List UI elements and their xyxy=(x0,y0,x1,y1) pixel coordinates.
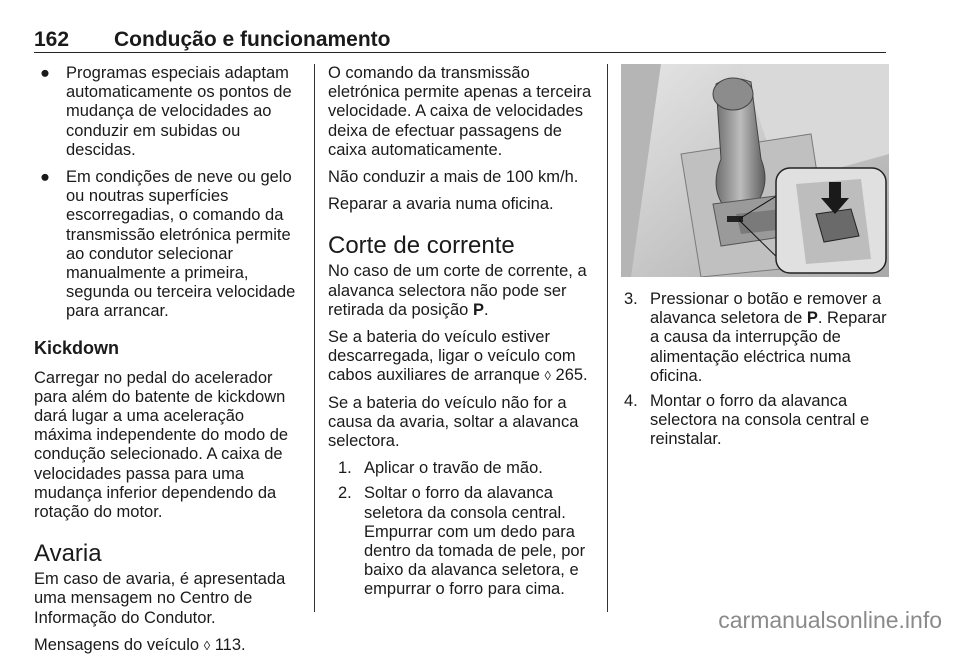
step-text-cont: . Reparar a causa da interrupção de alimentação eléctrica numa oficina. xyxy=(650,309,887,385)
list-item xyxy=(338,459,596,478)
bullet-item xyxy=(34,168,300,322)
messages-reference xyxy=(34,636,300,655)
corte-text-end: . xyxy=(483,300,489,319)
column-divider-left xyxy=(314,64,315,612)
list-item xyxy=(338,484,596,599)
corte-paragraph xyxy=(328,262,596,320)
bullet-dot: ● xyxy=(40,168,50,187)
reference-page[interactable]: 113. xyxy=(214,635,246,654)
corte-text: No caso de um corte de corrente, a alavanca selectora não pode ser retirada da posição xyxy=(328,262,587,319)
gear-selector-illustration xyxy=(621,64,889,277)
watermark: carmanualsonline.info xyxy=(718,607,942,633)
steps-list xyxy=(338,459,596,599)
step-text: Aplicar o travão de mão. xyxy=(364,459,543,478)
list-item xyxy=(624,290,890,386)
step-number: 2. xyxy=(338,484,352,503)
gear-p-label: P xyxy=(472,300,484,319)
bateria-text: Se a bateria do veículo estiver descarregada, ligar o veículo com cabos auxiliares de arranque xyxy=(328,328,576,385)
paragraph: Reparar a avaria numa oficina. xyxy=(328,195,554,214)
step-text: Pressionar o botão e remover a alavanca seletora de xyxy=(650,290,882,328)
list-item xyxy=(624,392,890,450)
bullet-dot: ● xyxy=(40,64,50,82)
avaria-paragraph: Em caso de avaria, é apresentada uma mensagem no Centro de Informação do Condutor. xyxy=(34,570,286,627)
bullet-text: Programas especiais adaptam automaticamente os pontos de mudança de velocidades ao conduzir em subidas ou descidas. xyxy=(66,64,292,159)
section-title: Condução e funcionamento xyxy=(114,28,391,51)
column-3 xyxy=(624,290,890,456)
step-number: 3. xyxy=(624,290,638,308)
reference-page[interactable]: 265. xyxy=(555,366,588,385)
column-2 xyxy=(328,64,596,606)
reference-text: Mensagens do veículo xyxy=(34,635,200,654)
bullet-text: Em condições de neve ou gelo ou noutras superfícies escorregadias, o comando da transmissão eletrónica permite ao condutor selecionar manualmente a primeira, segunda ou terceira velocidade para arrancar. xyxy=(66,168,296,321)
bateria-paragraph xyxy=(328,328,596,386)
step-text: Montar o forro da alavanca selectora na consola central e reinstalar. xyxy=(650,392,870,449)
paragraph: Não conduzir a mais de 100 km/h. xyxy=(328,168,579,187)
gear-p-label: P xyxy=(806,309,818,328)
bateria-paragraph-2: Se a bateria do veículo não for a causa da avaria, soltar a alavanca selectora. xyxy=(328,393,579,451)
page-number: 162 xyxy=(34,28,70,51)
step-number: 4. xyxy=(624,392,638,411)
column-1 xyxy=(34,64,300,663)
page-ref-icon: ◊ xyxy=(203,637,211,653)
column-divider-right xyxy=(607,64,608,612)
corte-heading: Corte de corrente xyxy=(328,232,515,260)
kickdown-paragraph: Carregar no pedal do acelerador para além do batente de kickdown dará lugar a uma aceleração máxima independente do modo de condução selecionado. A caixa de velocidades passa para uma mudança inferior dependendo da rotação do motor. xyxy=(34,368,289,522)
paragraph: O comando da transmissão eletrónica permite apenas a terceira velocidade. A caixa de velocidades deixa de efectuar passagens de caixa automaticamente. xyxy=(328,64,592,159)
bullet-item xyxy=(34,64,300,160)
avaria-heading: Avaria xyxy=(34,540,102,568)
step-text: Soltar o forro da alavanca seletora da consola central. Empurrar com um dedo para dentro da tomada de pele, por baixo da alavanca seletora, e empurrar o forro para cima. xyxy=(364,484,586,599)
step-number: 1. xyxy=(338,459,352,478)
kickdown-heading: Kickdown xyxy=(34,337,120,358)
page-ref-icon: ◊ xyxy=(544,368,551,384)
page-header xyxy=(34,28,886,53)
